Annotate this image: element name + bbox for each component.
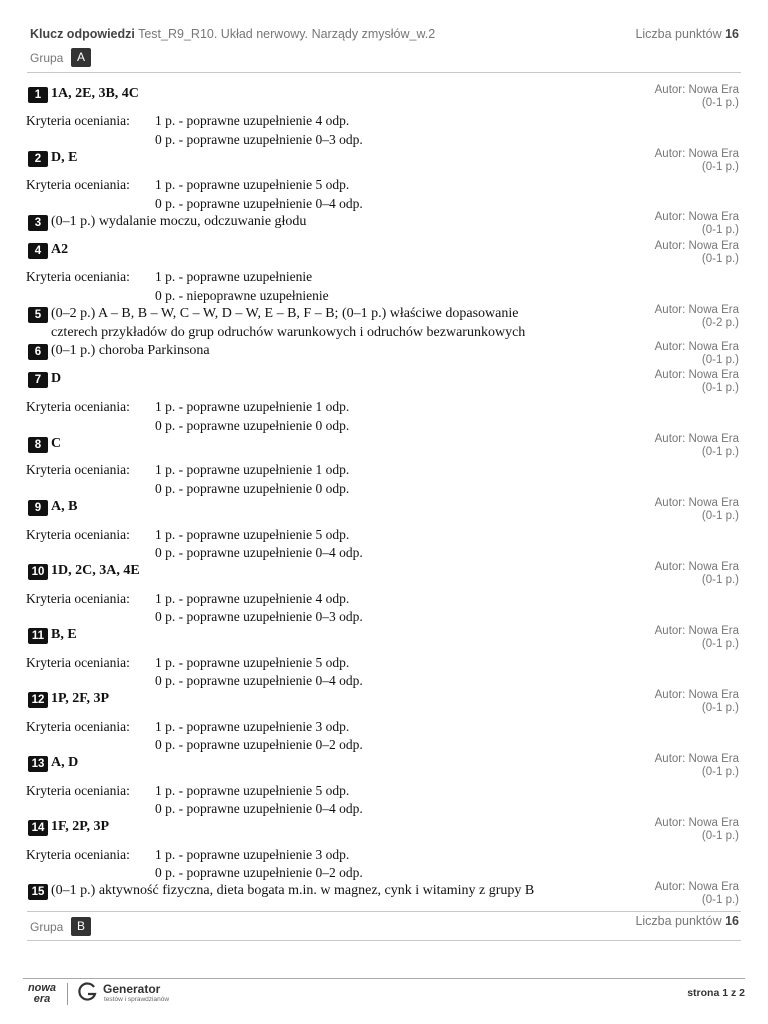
task-author: Autor: Nowa Era (0-1 p.) <box>654 369 739 394</box>
document-header <box>30 27 739 43</box>
criteria-label: Kryteria oceniania: <box>26 655 130 670</box>
criteria-label: Kryteria oceniania: <box>26 591 130 606</box>
page-number: strona 1 z 2 <box>687 987 745 999</box>
task-author: Autor: Nowa Era (0-1 p.) <box>654 148 739 173</box>
criteria-zero: 0 p. - poprawne uzupełnienie 0 odp. <box>155 481 350 496</box>
task-author: Autor: Nowa Era (0-1 p.) <box>654 625 739 650</box>
task-number: 10 <box>28 564 48 580</box>
task-number: 12 <box>28 692 48 708</box>
criteria-zero: 0 p. - poprawne uzupełnienie 0–4 odp. <box>155 196 363 211</box>
criteria-label: Kryteria oceniania: <box>26 399 130 414</box>
generator-logo-text: Generator <box>103 982 161 996</box>
task-author: Autor: Nowa Era (0-1 p.) <box>654 433 739 458</box>
criteria-zero: 0 p. - poprawne uzupełnienie 0–2 odp. <box>155 737 363 752</box>
total-points <box>635 27 739 41</box>
task-author: Autor: Nowa Era (0-1 p.) <box>654 211 739 236</box>
criteria-full: 1 p. - poprawne uzupełnienie 4 odp. <box>155 591 350 606</box>
criteria-full: 1 p. - poprawne uzupełnienie 5 odp. <box>155 783 350 798</box>
criteria-zero: 0 p. - poprawne uzupełnienie 0–3 odp. <box>155 609 363 624</box>
task-answer: D <box>51 371 62 386</box>
criteria-full: 1 p. - poprawne uzupełnienie 1 odp. <box>155 399 350 414</box>
criteria-full: 1 p. - poprawne uzupełnienie 5 odp. <box>155 177 350 192</box>
criteria-label: Kryteria oceniania: <box>26 462 130 477</box>
task-author: Autor: Nowa Era (0-1 p.) <box>654 689 739 714</box>
task-answer: D, E <box>51 150 78 165</box>
task-author: Autor: Nowa Era (0-1 p.) <box>654 881 739 906</box>
task-answer: 1F, 2P, 3P <box>51 819 110 834</box>
criteria-zero: 0 p. - niepoprawne uzupełnienie <box>155 288 329 303</box>
task-answer: A2 <box>51 242 69 257</box>
title-text: Test_R9_R10. Układ nerwowy. Narządy zmysłów_w.2 <box>138 27 436 41</box>
task-number: 2 <box>28 151 48 167</box>
logo-separator <box>67 983 68 1005</box>
divider <box>27 911 741 912</box>
task-author: Autor: Nowa Era (0-2 p.) <box>654 304 739 329</box>
task-number: 6 <box>28 344 48 360</box>
task-answer-continued: czterech przykładów do grup odruchów warunkowych i odruchów bezwarunkowych <box>51 325 526 340</box>
task-author: Autor: Nowa Era (0-1 p.) <box>654 341 739 366</box>
task-author: Autor: Nowa Era (0-1 p.) <box>654 753 739 778</box>
task-number: 5 <box>28 307 48 323</box>
criteria-zero: 0 p. - poprawne uzupełnienie 0–4 odp. <box>155 545 363 560</box>
task-author: Autor: Nowa Era (0-1 p.) <box>654 240 739 265</box>
task-author: Autor: Nowa Era (0-1 p.) <box>654 497 739 522</box>
task-answer: (0–1 p.) choroba Parkinsona <box>51 343 210 358</box>
task-author: Autor: Nowa Era (0-1 p.) <box>654 84 739 109</box>
group-b-points <box>30 914 739 930</box>
generator-g-icon <box>78 982 98 1002</box>
criteria-label: Kryteria oceniania: <box>26 847 130 862</box>
task-number: 4 <box>28 243 48 259</box>
task-number: 13 <box>28 756 48 772</box>
task-number: 3 <box>28 215 48 231</box>
title-prefix: Klucz odpowiedzi <box>30 27 135 41</box>
criteria-zero: 0 p. - poprawne uzupełnienie 0–2 odp. <box>155 865 363 880</box>
criteria-zero: 0 p. - poprawne uzupełnienie 0 odp. <box>155 418 350 433</box>
task-answer: B, E <box>51 627 77 642</box>
criteria-zero: 0 p. - poprawne uzupełnienie 0–4 odp. <box>155 673 363 688</box>
points-value: 16 <box>725 914 739 928</box>
document-title <box>30 27 435 41</box>
criteria-zero: 0 p. - poprawne uzupełnienie 0–3 odp. <box>155 132 363 147</box>
task-number: 8 <box>28 437 48 453</box>
group-badge: B <box>71 917 91 936</box>
group-label: Grupa <box>30 51 64 65</box>
task-number: 1 <box>28 87 48 103</box>
task-answer: (0–1 p.) wydalanie moczu, odczuwanie głodu <box>51 214 307 229</box>
task-number: 11 <box>28 628 48 644</box>
criteria-label: Kryteria oceniania: <box>26 269 130 284</box>
points-value: 16 <box>725 27 739 41</box>
criteria-label: Kryteria oceniania: <box>26 527 130 542</box>
task-answer: 1D, 2C, 3A, 4E <box>51 563 140 578</box>
criteria-label: Kryteria oceniania: <box>26 783 130 798</box>
task-answer: (0–2 p.) A – B, B – W, C – W, D – W, E – B, F – B; (0–1 p.) właściwe dopasowanie <box>51 306 519 321</box>
task-answer: C <box>51 436 62 451</box>
group-badge: A <box>71 48 91 67</box>
nowa-era-logo: nowa era <box>27 982 57 1005</box>
generator-logo-subtitle: testów i sprawdzianów <box>104 996 170 1003</box>
task-answer: A, D <box>51 755 79 770</box>
task-answer: 1P, 2F, 3P <box>51 691 110 706</box>
criteria-full: 1 p. - poprawne uzupełnienie 1 odp. <box>155 462 350 477</box>
task-number: 7 <box>28 372 48 388</box>
divider <box>27 72 741 73</box>
task-author: Autor: Nowa Era (0-1 p.) <box>654 561 739 586</box>
task-answer: A, B <box>51 499 78 514</box>
criteria-full: 1 p. - poprawne uzupełnienie 5 odp. <box>155 527 350 542</box>
criteria-full: 1 p. - poprawne uzupełnienie 3 odp. <box>155 719 350 734</box>
task-number: 9 <box>28 500 48 516</box>
group-label: Grupa <box>30 920 64 934</box>
criteria-label: Kryteria oceniania: <box>26 177 130 192</box>
criteria-label: Kryteria oceniania: <box>26 113 130 128</box>
task-number: 15 <box>28 884 48 900</box>
points-label: Liczba punktów <box>635 27 722 41</box>
task-answer: (0–1 p.) aktywność fizyczna, dieta bogata m.in. w magnez, cynk i witaminy z grupy B <box>51 883 535 898</box>
task-answer: 1A, 2E, 3B, 4C <box>51 86 139 101</box>
criteria-full: 1 p. - poprawne uzupełnienie 3 odp. <box>155 847 350 862</box>
task-author: Autor: Nowa Era (0-1 p.) <box>654 817 739 842</box>
criteria-zero: 0 p. - poprawne uzupełnienie 0–4 odp. <box>155 801 363 816</box>
divider <box>27 940 741 941</box>
criteria-label: Kryteria oceniania: <box>26 719 130 734</box>
total-points <box>635 914 739 928</box>
criteria-full: 1 p. - poprawne uzupełnienie <box>155 269 313 284</box>
points-label: Liczba punktów <box>635 914 722 928</box>
criteria-full: 1 p. - poprawne uzupełnienie 5 odp. <box>155 655 350 670</box>
footer-divider <box>23 978 745 979</box>
criteria-full: 1 p. - poprawne uzupełnienie 4 odp. <box>155 113 350 128</box>
task-number: 14 <box>28 820 48 836</box>
